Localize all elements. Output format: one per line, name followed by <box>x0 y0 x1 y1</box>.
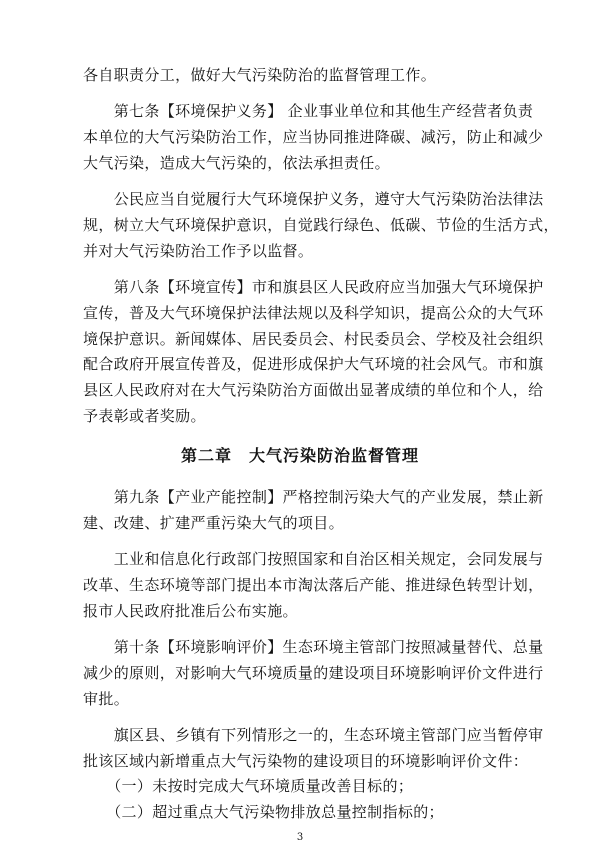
text-line: 宣传，普及大气环境保护法律法规以及科学知识，提高公众的大气环 <box>83 304 544 322</box>
text-line: 减少的原则，对影响大气环境质量的建设项目环境影响评价文件进行 <box>83 664 544 682</box>
text-line: 各自职责分工，做好大气污染防治的监督管理工作。 <box>83 66 437 84</box>
text-line: 本单位的大气污染防治工作，应当协同推进降碳、减污，防止和减少 <box>83 128 544 146</box>
text-line: 予表彰或者奖励。 <box>83 407 206 425</box>
text-line: 建、改建、扩建严重污染大气的项目。 <box>83 514 344 532</box>
text-line: 批该区域内新增重点大气污染物的建设项目的环境影响评价文件： <box>83 752 529 770</box>
text-line: 改革、生态环境等部门提出本市淘汰落后产能、推进绿色转型计划， <box>83 576 544 594</box>
text-line: 审批。 <box>83 690 130 708</box>
text-line: 旗区县、乡镇有下列情形之一的，生态环境主管部门应当暂停审 <box>83 726 544 744</box>
text-line: 公民应当自觉履行大气环境保护义务，遵守大气污染防治法律法 <box>83 190 544 208</box>
text-line: 大气污染，造成大气污染的，依法承担责任。 <box>83 154 391 172</box>
text-line: 第七条【环境保护义务】 企业事业单位和其他生产经营者负责 <box>83 102 534 120</box>
text-line: 规，树立大气环境保护意识，自觉践行绿色、低碳、节俭的生活方式， <box>83 216 559 234</box>
text-line: 并对大气污染防治工作予以监督。 <box>83 242 314 260</box>
text-line: （一）未按时完成大气环境质量改善目标的； <box>83 777 414 795</box>
page-number: 3 <box>296 832 304 843</box>
text-line: 第八条【环境宣传】市和旗县区人民政府应当加强大气环境保护 <box>83 278 544 296</box>
chapter-heading: 第二章 大气污染防治监督管理 <box>180 446 419 465</box>
text-line: 工业和信息化行政部门按照国家和自治区相关规定，会同发展与 <box>83 550 544 568</box>
text-line: 第九条【产业产能控制】严格控制污染大气的产业发展，禁止新 <box>83 488 544 506</box>
text-line: （二）超过重点大气污染物排放总量控制指标的； <box>83 803 444 821</box>
text-line: 第十条【环境影响评价】生态环境主管部门按照减量替代、总量 <box>83 638 544 656</box>
text-line: 境保护意识。新闻媒体、居民委员会、村民委员会、学校及社会组织 <box>83 330 544 348</box>
text-line: 报市人民政府批准后公布实施。 <box>83 602 298 620</box>
text-line: 县区人民政府对在大气污染防治方面做出显著成绩的单位和个人，给 <box>83 381 544 399</box>
text-line: 配合政府开展宣传普及，促进形成保护大气环境的社会风气。市和旗 <box>83 355 544 373</box>
